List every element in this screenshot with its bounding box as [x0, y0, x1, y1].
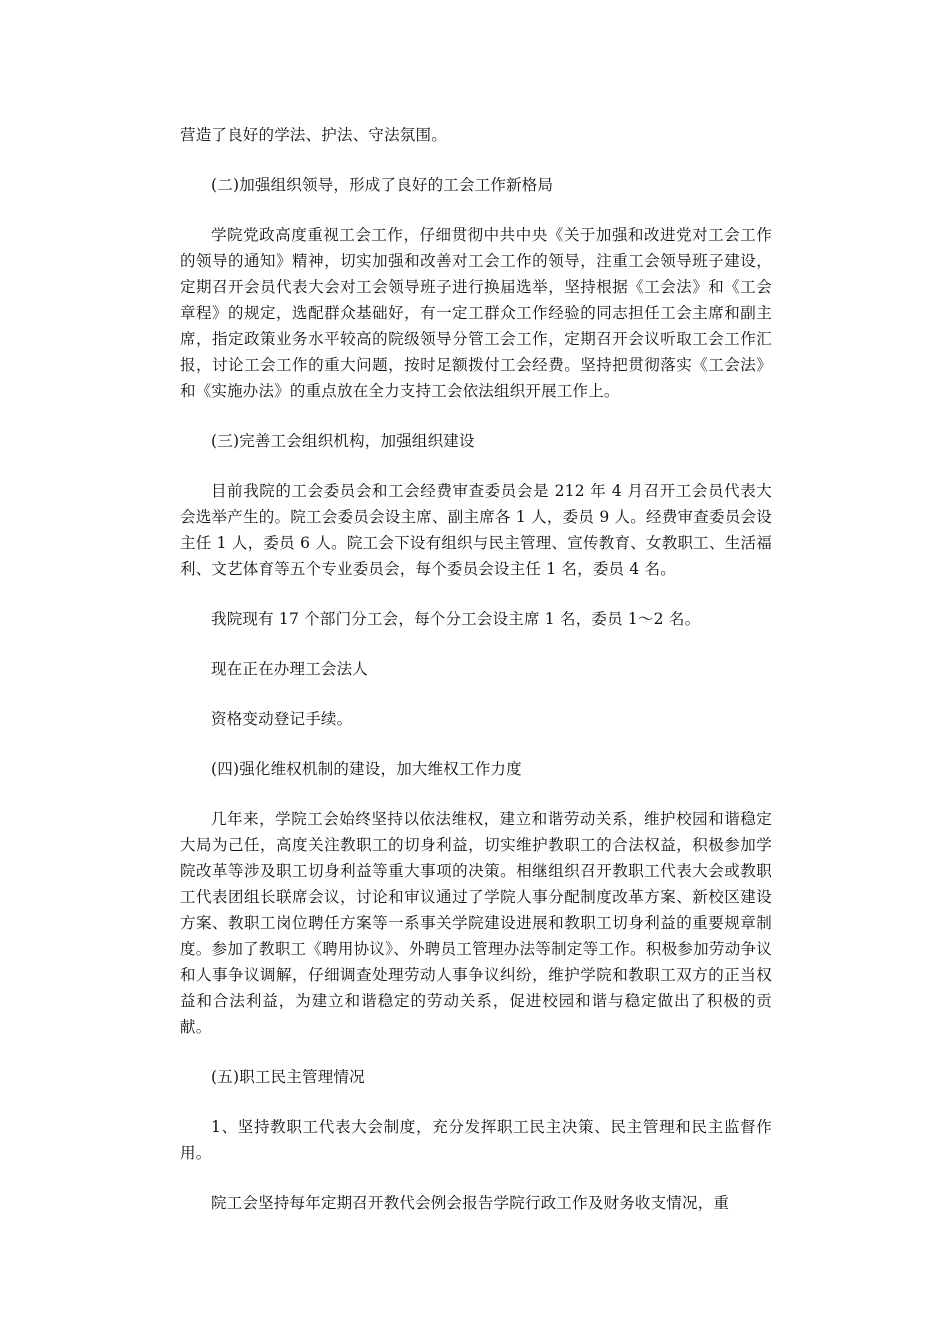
paragraph-rights: 几年来，学院工会始终坚持以依法维权，建立和谐劳动关系，维护校园和谐稳定大局为己任，高度关注教职工的切身利益，切实维护教职工的合法权益，积极参加学院改革等涉及职工切身利益等重大事项的决策。相继组织召开教职工代表大会或教职工代表团组长联席会议，讨论和审议通过了学院人事分配制度改革方案、新校区建设方案、教职工岗位聘任方案等一系事关学院建设进展和教职工切身利益的重要规章制度。参加了教职工《聘用协议》、外聘员工管理办法等制定等工作。积极参加劳动争议和人事争议调解，仔细调查处理劳动人事争议纠纷，维护学院和教职工双方的正当权益和合法利益，为建立和谐稳定的劳动关系，促进校园和谐与稳定做出了积极的贡献。 — [180, 810, 772, 1036]
paragraph-annual-report: 院工会坚持每年定期召开教代会例会报告学院行政工作及财务收支情况，重 — [211, 1194, 730, 1212]
paragraph-leadership: 学院党政高度重视工会工作，仔细贯彻中共中央《关于加强和改进党对工会工作的领导的通知》精神，切实加强和改善对工会工作的领导，注重工会领导班子建设，定期召开会员代表大会对工会领导班子进行换届选举，坚持根据《工会法》和《工会章程》的规定，选配群众基础好，有一定工群众工作经验的同志担任工会主席和副主席，指定政策业务水平较高的院级领导分管工会工作，定期召开会议听取工会工作汇报，讨论工会工作的重大问题，按时足额拨付工会经费。坚持把贯彻落实《工会法》和《实施办法》的重点放在全力支持工会依法组织开展工作上。 — [180, 226, 772, 400]
document-page — [180, 122, 772, 1240]
section-heading-3: (三)完善工会组织机构，加强组织建设 — [211, 432, 475, 450]
paragraph-legal-person: 现在正在办理工会法人 — [211, 660, 369, 678]
section-heading-5: (五)职工民主管理情况 — [211, 1068, 365, 1086]
paragraph-congress: 1、坚持教职工代表大会制度，充分发挥职工民主决策、民主管理和民主监督作用。 — [180, 1118, 772, 1162]
paragraph-organization: 目前我院的工会委员会和工会经费审查委员会是 212 年 4 月召开工会员代表大会选举产生的。院工会委员会设主席、副主席各 1 人，委员 9 人。经费审查委员会设主任 1 人，委员 6 人。院工会下设有组织与民主管理、宣传教育、女教职工、生活福利、文艺体育等五个专业委员会，每个委员会设主任 1 名，委员 4 名。 — [180, 482, 772, 578]
paragraph-intro: 营造了良好的学法、护法、守法氛围。 — [180, 126, 447, 144]
section-heading-2: (二)加强组织领导，形成了良好的工会工作新格局 — [211, 176, 554, 194]
paragraph-registration: 资格变动登记手续。 — [211, 710, 353, 728]
paragraph-branches: 我院现有 17 个部门分工会，每个分工会设主席 1 名，委员 1～2 名。 — [211, 610, 701, 628]
section-heading-4: (四)强化维权机制的建设，加大维权工作力度 — [211, 760, 522, 778]
